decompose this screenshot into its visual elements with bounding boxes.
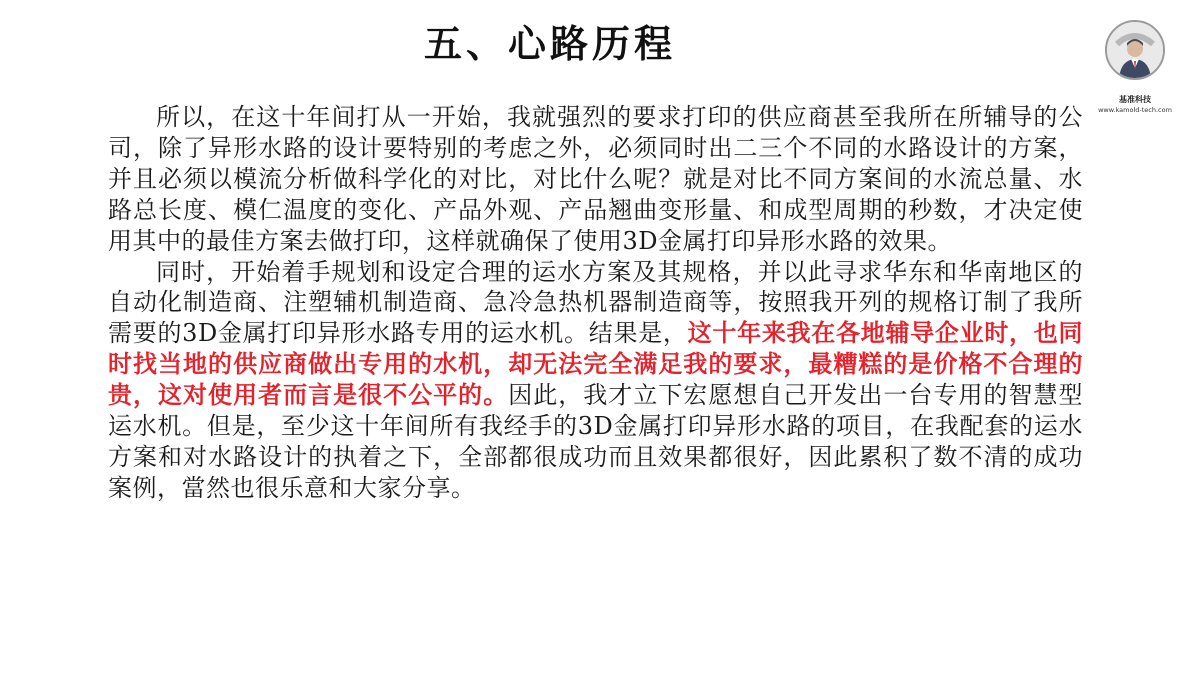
- slide-title: 五、心路历程: [423, 21, 676, 66]
- company-logo: [1092, 20, 1178, 120]
- paragraph-1: 所以，在这十年间打从一开始，我就强烈的要求打印的供应商甚至我所在所辅导的公司，除了异形水路的设计要特别的考虑之外，必须同时出二三个不同的水路设计的方案，并且必须以模流分析做科学化的对比，对比什么呢？就是对比不同方案间的水流总量、水路总长度、模仁温度的变化、产品外观、产品翘曲变形量、和成型周期的秒数，才决定使用其中的最佳方案去做打印，这样就确保了使用3D金属打印异形水路的效果。: [108, 103, 1083, 255]
- paragraph-2-intro: 同时，开始着手规划和设定合理的运水方案及其规格，并以此寻求华东和华南地区的自动化制造商、注塑辅机制造商、急冷急热机器制造商等，按照我开列的规格订制了我所需要的3D金属打印异形水路专用的运水机。结果是，: [108, 257, 1083, 348]
- body-text: [108, 102, 1083, 504]
- paragraph-2-outro: 因此，我才立下宏愿想自己开发出一台专用的智慧型运水机。但是，至少这十年间所有我经手的3D金属打印异形水路的项目，在我配套的运水方案和对水路设计的执着之下，全部都很成功而且效果都很好，因此累积了数不清的成功案例，當然也很乐意和大家分享。: [108, 381, 1084, 502]
- logo-website: www.kamold-tech.com: [1098, 106, 1172, 114]
- presenter-portrait-icon: [1107, 22, 1163, 78]
- paragraph-2: [108, 257, 1083, 504]
- logo-company-name: 基准科技: [1119, 94, 1151, 104]
- highlighted-text: 这十年来我在各地辅导企业时，也同时找当地的供应商做出专用的水机，却无法完全满足我的要求，最糟糕的是价格不合理的贵，这对使用者而言是很不公平的。: [108, 318, 1084, 410]
- presenter-photo-badge: [1105, 20, 1165, 80]
